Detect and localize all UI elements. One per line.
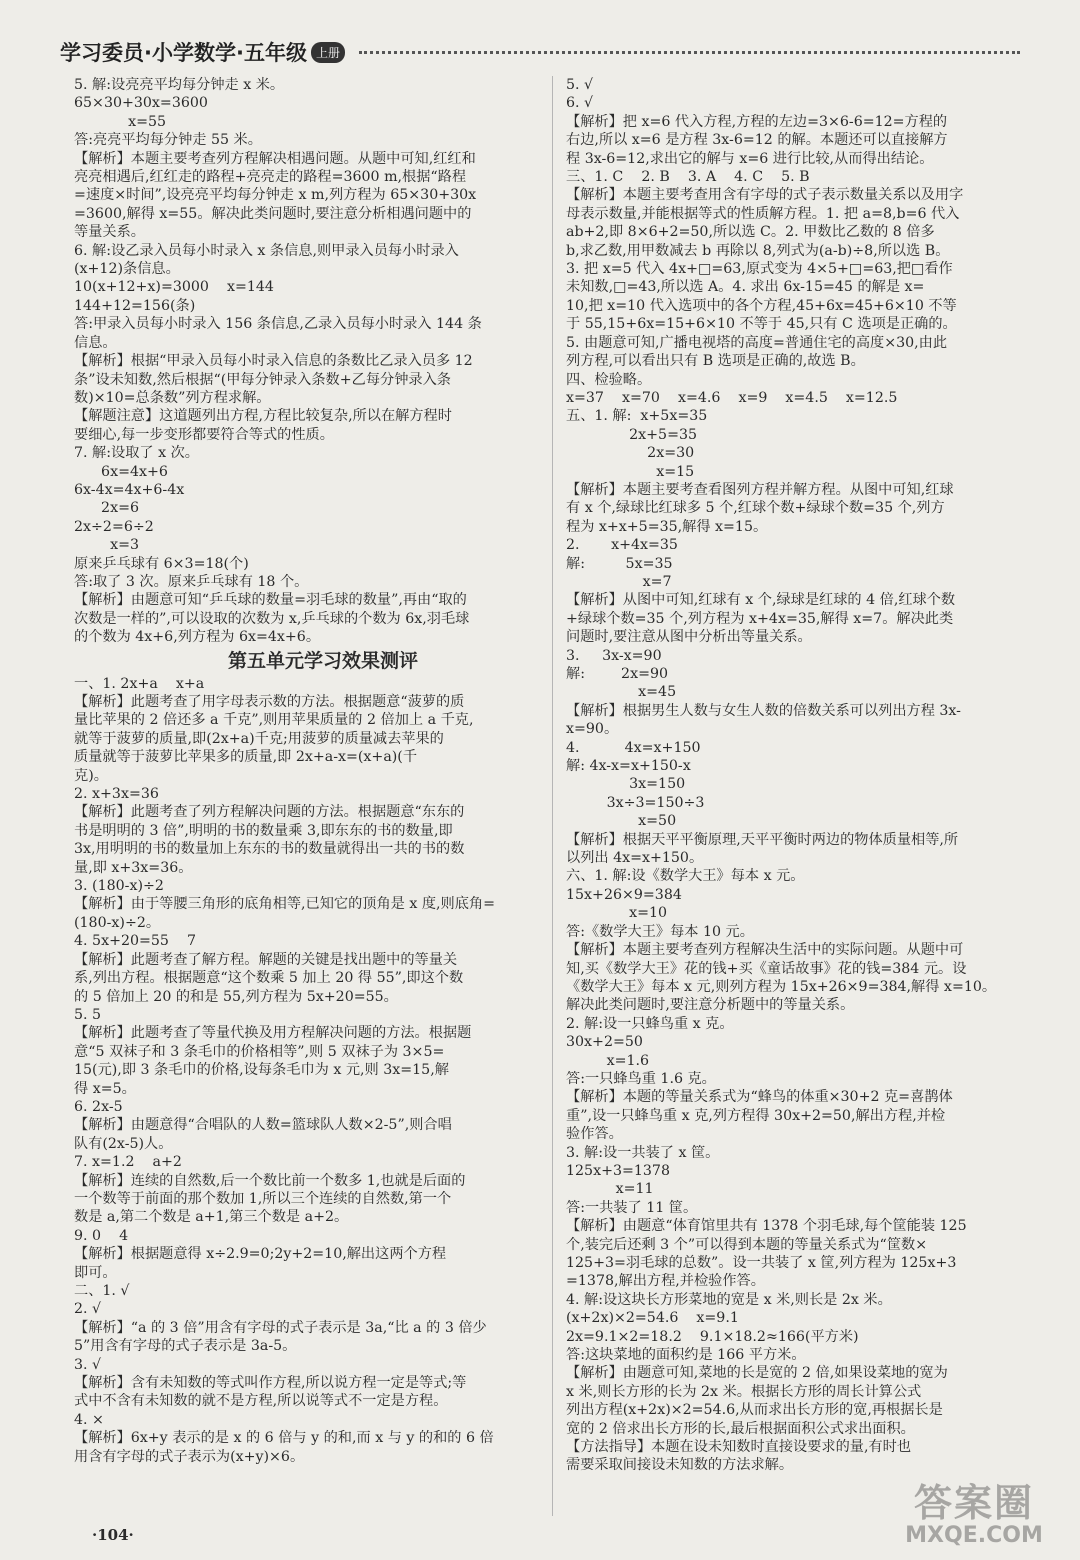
- text-line: 三、1. C 2. B 3. A 4. C 5. B: [566, 169, 810, 186]
- text-line: 《数学大王》每本 x 元,则列方程为 15x+26×9=384,解得 x=10。: [566, 978, 997, 995]
- text-line: x 米,则长方形的长为 2x 米。根据长方形的周长计算公式: [566, 1383, 922, 1400]
- text-line: x=1.6: [566, 1052, 650, 1069]
- text-line: 系,列出方程。根据题意“这个数乘 5 加上 20 得 55”,即这个数: [74, 970, 464, 987]
- header-title: 学习委员·小学数学·五年级: [60, 41, 307, 65]
- text-line: 7. x=1.2 a+2: [74, 1154, 182, 1171]
- text-line: 有 x 个,绿球比红球多 5 个,红球个数+绿球个数=35 个,列方: [566, 500, 945, 517]
- text-line: 用含有字母的式子表示为(x+y)×6。: [74, 1448, 305, 1465]
- text-line: 一个数等于前面的那个数加 1,所以三个连续的自然数,第一个: [74, 1190, 452, 1207]
- text-line: 【解析】此题考查了用字母表示数的方法。根据题意“菠萝的质: [74, 694, 465, 710]
- text-line: 【解析】本题的等量关系式为“蜂鸟的体重×30+2 克=喜鹊体: [566, 1089, 953, 1106]
- text-line: 未知数,□=43,所以选 A。4. 求出 6x-15=45 的解是 x=: [566, 279, 925, 296]
- column-divider: [552, 76, 553, 1516]
- page-number: ·104·: [92, 1526, 134, 1544]
- text-line: 六、1. 解:设《数学大王》每本 x 元。: [566, 868, 805, 885]
- text-line: 65×30+30x=3600: [74, 95, 208, 112]
- text-line: 的 5 倍加上 20 的和是 55,列方程为 5x+20=55。: [74, 988, 398, 1005]
- text-line: 数是 a,第二个数是 a+1,第三个数是 a+2。: [74, 1209, 349, 1226]
- text-line: x=55: [74, 113, 167, 130]
- text-line: 【解析】根据男生人数与女生人数的倍数关系可以列出方程 3x-: [566, 702, 961, 719]
- text-line: 125+3=羽毛球的总数”。设一共装了 x 筐,列方程为 125x+3: [566, 1255, 957, 1271]
- text-line: 【解析】含有未知数的等式叫作方程,所以说方程一定是等式;等: [74, 1375, 467, 1392]
- text-line: 4. 5x+20=55 7: [74, 933, 197, 950]
- text-line: 6. 2x-5: [74, 1098, 123, 1115]
- text-line: 2x=9.1×2=18.2 9.1×18.2≈166(平方米): [566, 1328, 859, 1345]
- text-line: 【解析】从图中可知,红球有 x 个,绿球是红球的 4 倍,红球个数: [566, 592, 956, 609]
- text-line: 得 x=5。: [74, 1080, 136, 1097]
- watermark-logo: 答案圈: [913, 1481, 1034, 1525]
- text-line: 7. 解:设取了 x 次。: [74, 445, 199, 462]
- text-line: 125x+3=1378: [566, 1162, 670, 1179]
- text-line: 6. √: [566, 95, 594, 112]
- text-line: 式中不含有未知数的就不是方程,所以说等式不一定是方程。: [74, 1393, 448, 1410]
- text-line: 亮亮相遇后,红红走的路程+亮亮走的路程=3600 m,根据“路程: [74, 169, 467, 186]
- text-line: 3x,用明明的书的数量加上东东的书的数量就得出一共的书的数: [74, 841, 465, 858]
- text-line: 【解析】由题意得“合唱队的人数=篮球队人数×2-5”,则合唱: [74, 1117, 452, 1134]
- text-line: 5. 解:设亮亮平均每分钟走 x 米。: [74, 77, 285, 93]
- text-line: x=3: [74, 537, 139, 554]
- text-line: 原来乒乓球有 6×3=18(个): [74, 555, 249, 572]
- text-line: 5. √: [566, 77, 594, 93]
- text-line: x=37 x=70 x=4.6 x=9 x=4.5 x=12.5: [566, 389, 898, 406]
- text-line: 6x-4x=4x+6-4x: [74, 481, 185, 498]
- text-line: 【解析】本题主要考查用含有字母的式子表示数量关系以及用字: [566, 187, 964, 204]
- text-line: 【解析】由题意可知,菜地的长是宽的 2 倍,如果设菜地的宽为: [566, 1365, 948, 1382]
- text-line: 【解析】由于等腰三角形的底角相等,已知它的顶角是 x 度,则底角=: [74, 896, 495, 913]
- text-line: 二、1. √: [74, 1283, 130, 1299]
- text-line: 15(元),即 3 条毛巾的价格,设每条毛巾为 x 元,则 3x=15,解: [74, 1062, 449, 1079]
- text-line: 即可。: [74, 1264, 117, 1281]
- text-line: 母表示数量,并能根据等式的性质解方程。1. 把 a=8,b=6 代入: [566, 205, 960, 222]
- text-line: 的个数为 4x+6,列方程为 6x=4x+6。: [74, 629, 321, 646]
- text-line: 2. √: [74, 1301, 102, 1318]
- text-line: 数)×10=总条数”列方程求解。: [74, 389, 271, 406]
- text-line: 一、1. 2x+a x+a: [74, 675, 205, 692]
- text-line: 【解析】根据天平平衡原理,天平平衡时两边的物体质量相等,所: [566, 831, 959, 848]
- text-line: 意“5 双袜子和 3 条毛巾的价格相等”,则 5 双袜子为 3×5=: [74, 1043, 445, 1060]
- text-line: 4. 解:设这块长方形菜地的宽是 x 米,则长是 2x 米。: [566, 1291, 892, 1308]
- text-line: =3600,解得 x=55。解决此类问题时,要注意分析相遇问题中的: [74, 205, 472, 222]
- text-line: 右边,所以 x=6 是方程 3x-6=12 的解。本题还可以直接解方: [566, 132, 948, 149]
- left-column: [74, 76, 542, 1466]
- text-line: 5. 由题意可知,广播电视塔的高度=普通住宅的高度×30,由此: [566, 334, 948, 351]
- text-line: 【解析】本题主要考查列方程解决相遇问题。从题中可知,红红和: [74, 150, 476, 167]
- text-line: 【解析】根据“甲录入员每小时录入信息的条数比乙录入员多 12: [74, 353, 473, 370]
- text-line: 【解析】此题考查了列方程解决问题的方法。根据题意“东东的: [74, 804, 465, 821]
- text-line: x=11: [566, 1181, 654, 1198]
- text-line: 等量关系。: [74, 224, 145, 241]
- text-line: 30x+2=50: [566, 1034, 643, 1051]
- text-line: 6. 解:设乙录入员每小时录入 x 条信息,则甲录入员每小时录入: [74, 242, 459, 259]
- text-line: 【解析】根据题意得 x÷2.9=0;2y+2=10,解出这两个方程: [74, 1246, 447, 1263]
- page-header: [60, 36, 1020, 68]
- text-line: x=50: [566, 813, 677, 830]
- text-line: 【解题注意】这道题列出方程,方程比较复杂,所以在解方程时: [74, 408, 452, 425]
- text-line: 10,把 x=10 代入选项中的各个方程,45+6x=45+6×10 不等: [566, 297, 957, 314]
- text-line: 3. (180-x)÷2: [74, 878, 164, 895]
- text-line: 信息。: [74, 334, 117, 351]
- text-line: 4. ×: [74, 1411, 104, 1428]
- volume-badge: 上册: [311, 42, 345, 63]
- text-line: 验作答。: [566, 1126, 623, 1143]
- text-line: 就等于菠萝的质量,即(2x+a)千克;用菠萝的质量减去苹果的: [74, 730, 444, 747]
- text-line: 9. 0 4: [74, 1227, 129, 1244]
- header-dotted-rule: [359, 51, 1020, 54]
- text-line: 于 55,15+6x=15+6×10 不等于 45,只有 C 选项是正确的。: [566, 316, 957, 333]
- text-line: 3x=150: [566, 776, 686, 793]
- text-line: 书是明明的 3 倍”,明明的书的数量乘 3,即东东的书的数量,即: [74, 822, 453, 839]
- text-line: x=10: [566, 905, 668, 922]
- text-line: 答:亮亮平均每分钟走 55 米。: [74, 132, 262, 149]
- text-line: 【解析】此题考查了解方程。解题的关键是找出题中的等量关: [74, 951, 458, 968]
- text-line: x=7: [566, 573, 672, 590]
- text-line: (x+2x)×2=54.6 x=9.1: [566, 1310, 739, 1327]
- text-line: 答:一共装了 11 筐。: [566, 1199, 698, 1216]
- text-line: 宽的 2 倍求出长方形的长,最后根据面积公式求出面积。: [566, 1420, 915, 1437]
- text-line: 答:一只蜂鸟重 1.6 克。: [566, 1070, 716, 1087]
- text-line: 程 3x-6=12,求出它的解与 x=6 进行比较,从而得出结论。: [566, 150, 934, 167]
- text-line: 以列出 4x=x+150。: [566, 850, 704, 867]
- text-line: 6x=4x+6: [74, 463, 168, 480]
- text-line: 【解析】由题意“体育馆里共有 1378 个羽毛球,每个筐能装 125: [566, 1218, 967, 1235]
- text-line: 程为 x+x+5=35,解得 x=15。: [566, 518, 768, 535]
- text-line: 【解析】6x+y 表示的是 x 的 6 倍与 y 的和,而 x 与 y 的和的 6 倍: [74, 1430, 494, 1447]
- text-line: 克)。: [74, 767, 108, 784]
- text-line: 解: 2x=90: [566, 666, 669, 682]
- text-line: x=45: [566, 684, 677, 701]
- text-line: 列方程,可以看出只有 B 选项是正确的,故选 B。: [566, 353, 865, 370]
- text-line: 个,装完后还剩 3 个”可以得到本题的等量关系式为“筐数×: [566, 1236, 928, 1253]
- text-line: 3. √: [74, 1356, 102, 1373]
- text-line: 队有(2x-5)人。: [74, 1135, 173, 1152]
- text-line: 重”,设一只蜂鸟重 x 克,列方程得 30x+2=50,解出方程,并检: [566, 1107, 946, 1124]
- text-line: 答:取了 3 次。原来乒乓球有 18 个。: [74, 573, 309, 590]
- text-line: 3. 3x-x=90: [566, 647, 662, 664]
- text-line: x=90。: [566, 721, 619, 738]
- text-line: 答:《数学大王》每本 10 元。: [566, 923, 754, 940]
- text-line: (x+12)条信息。: [74, 261, 180, 278]
- text-line: 4. 4x=x+150: [566, 739, 701, 756]
- text-line: 【解析】本题主要考查列方程解决生活中的实际问题。从题中可: [566, 942, 964, 959]
- text-line: 答:这块菜地的面积约是 166 平方米。: [566, 1347, 806, 1364]
- text-line: (180-x)÷2。: [74, 914, 161, 931]
- text-line: 解: 5x=35: [566, 555, 673, 572]
- text-line: =1378,解出方程,并检验作答。: [566, 1273, 765, 1290]
- text-line: 2. 解:设一只蜂鸟重 x 克。: [566, 1015, 734, 1032]
- text-line: 问题时,要注意从图中分析出等量关系。: [566, 629, 812, 646]
- text-line: 解: 4x-x=x+150-x: [566, 758, 691, 775]
- text-line: 要细心,每一步变形都要符合等式的性质。: [74, 426, 334, 443]
- text-line: 质量就等于菠萝比苹果多的质量,即 2x+a-x=(x+a)(千: [74, 749, 418, 766]
- text-line: 解决此类问题时,要注意分析题中的等量关系。: [566, 997, 855, 1014]
- text-line: 【解析】由题意可知“乒乓球的数量=羽毛球的数量”,再由“取的: [74, 592, 467, 609]
- text-line: 需要采取间接设未知数的方法求解。: [566, 1457, 794, 1474]
- text-line: 15x+26×9=384: [566, 886, 682, 903]
- text-line: 10(x+12+x)=3000 x=144: [74, 279, 274, 296]
- text-line: =速度×时间”,设亮亮平均每分钟走 x m,列方程为 65×30+30x: [74, 187, 477, 204]
- text-line: 条”设未知数,然后根据“(甲每分钟录入条数+乙每分钟录入条: [74, 371, 451, 388]
- text-line: 3. 把 x=5 代入 4x+□=63,原式变为 4×5+□=63,把□看作: [566, 261, 953, 278]
- text-line: 【方法指导】本题在设未知数时直接设要求的量,有时也: [566, 1439, 912, 1456]
- text-line: 144+12=156(条): [74, 297, 196, 314]
- watermark: [894, 1482, 1054, 1552]
- text-line: 【解析】连续的自然数,后一个数比前一个数多 1,也就是后面的: [74, 1172, 466, 1189]
- text-line: +绿球个数=35 个,列方程为 x+4x=35,解得 x=7。解决此类: [566, 610, 954, 627]
- text-line: 2x÷2=6÷2: [74, 518, 154, 535]
- text-line: 【解析】“a 的 3 倍”用含有字母的式子表示是 3a,“比 a 的 3 倍少: [74, 1319, 487, 1336]
- text-line: 次数是一样的”,可以设取的次数为 x,乒乓球的个数为 6x,羽毛球: [74, 610, 470, 627]
- text-line: 2. x+4x=35: [566, 537, 678, 554]
- text-line: b,求乙数,用甲数减去 b 再除以 8,列式为(a-b)÷8,所以选 B。: [566, 242, 950, 259]
- text-line: 五、1. 解: x+5x=35: [566, 408, 708, 425]
- text-line: 【解析】此题考查了等量代换及用方程解决问题的方法。根据题: [74, 1025, 472, 1042]
- text-line: 5”用含有字母的式子表示是 3a-5。: [74, 1338, 297, 1355]
- text-line: 2x=6: [74, 500, 140, 517]
- text-line: x=15: [566, 463, 695, 480]
- text-line: ab+2,即 8×6+2=50,所以选 C。2. 甲数比乙数的 8 倍多: [566, 224, 935, 241]
- section-title: 第五单元学习效果测评: [227, 649, 418, 672]
- text-line: 2. x+3x=36: [74, 786, 159, 803]
- text-line: 2x+5=35: [566, 426, 698, 443]
- text-line: 量比苹果的 2 倍还多 a 千克”,则用苹果质量的 2 倍加上 a 千克,: [74, 712, 474, 729]
- watermark-url: MXQE.COM: [905, 1523, 1043, 1548]
- text-line: 四、检验略。: [566, 371, 652, 388]
- text-line: 3. 解:设一共装了 x 筐。: [566, 1144, 720, 1161]
- right-column: [566, 76, 1034, 1475]
- text-line: 3x÷3=150÷3: [566, 794, 705, 811]
- text-line: 知,买《数学大王》花的钱+买《童话故事》花的钱=384 元。设: [566, 960, 967, 977]
- text-line: 5. 5: [74, 1006, 102, 1023]
- text-line: 【解析】把 x=6 代入方程,方程的左边=3×6-6=12=方程的: [566, 113, 948, 130]
- text-line: 【解析】本题主要考查看图列方程并解方程。从图中可知,红球: [566, 481, 954, 498]
- text-line: 答:甲录入员每小时录入 156 条信息,乙录入员每小时录入 144 条: [74, 316, 482, 333]
- text-line: 列出方程(x+2x)×2=54.6,从而求出长方形的宽,再根据长是: [566, 1402, 943, 1419]
- text-line: 量,即 x+3x=36。: [74, 859, 193, 876]
- text-line: 2x=30: [566, 445, 695, 462]
